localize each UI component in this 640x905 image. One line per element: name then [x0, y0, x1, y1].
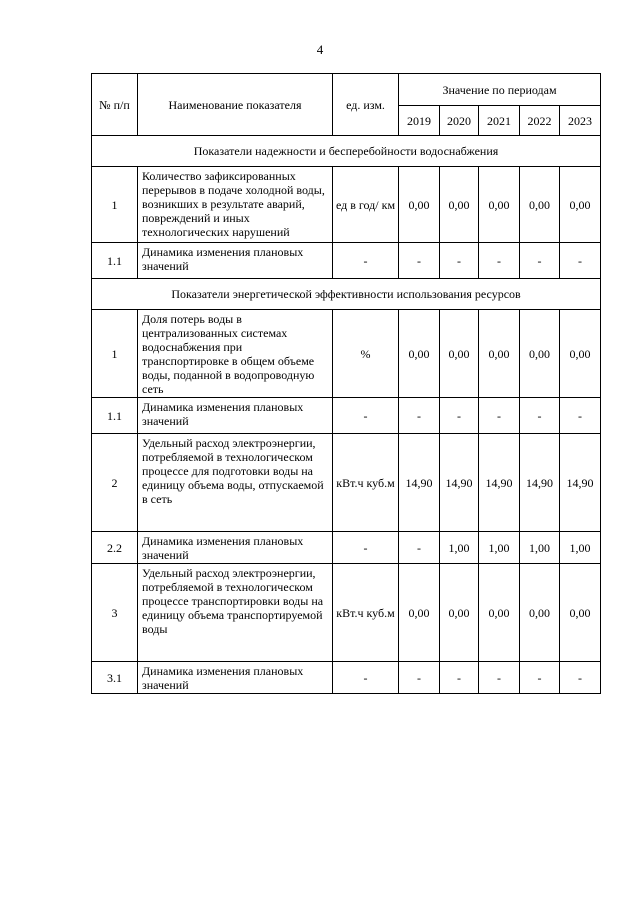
- period-value: 1,00: [479, 532, 520, 564]
- period-value: 0,00: [520, 167, 560, 243]
- row-number: 1.1: [92, 243, 138, 279]
- indicator-name: Динамика изменения плановых значений: [138, 243, 333, 279]
- row-number: 3.1: [92, 662, 138, 694]
- table-row: [92, 434, 601, 532]
- row-number: 2.2: [92, 532, 138, 564]
- table-row: [92, 398, 601, 434]
- period-value: -: [399, 398, 440, 434]
- period-value: 0,00: [440, 310, 479, 398]
- period-value: 0,00: [560, 167, 601, 243]
- period-value: 0,00: [440, 167, 479, 243]
- table-row: [92, 662, 601, 694]
- header-periods: Значение по периодам: [399, 74, 601, 106]
- header-year: 2021: [479, 106, 520, 136]
- period-value: 0,00: [520, 564, 560, 662]
- period-value: -: [440, 662, 479, 694]
- period-value: 14,90: [520, 434, 560, 532]
- row-number: 3: [92, 564, 138, 662]
- indicator-name: Динамика изменения плановых значений: [138, 662, 333, 694]
- unit: -: [333, 532, 399, 564]
- indicator-name: Удельный расход электроэнергии, потребляемой в технологическом процессе транспортировки воды на единицу объема транспортируемой воды: [138, 564, 333, 662]
- unit: -: [333, 398, 399, 434]
- period-value: 0,00: [479, 310, 520, 398]
- period-value: 1,00: [520, 532, 560, 564]
- period-value: 0,00: [399, 564, 440, 662]
- indicator-name: Динамика изменения плановых значений: [138, 398, 333, 434]
- header-year: 2022: [520, 106, 560, 136]
- indicator-name: Количество зафиксированных перерывов в подаче холодной воды, возникших в результате аварий, повреждений и иных технологических нарушений: [138, 167, 333, 243]
- period-value: 14,90: [399, 434, 440, 532]
- period-value: 14,90: [560, 434, 601, 532]
- section-title: Показатели надежности и бесперебойности водоснабжения: [92, 136, 601, 167]
- unit: -: [333, 243, 399, 279]
- period-value: -: [440, 398, 479, 434]
- unit: -: [333, 662, 399, 694]
- header-year: 2020: [440, 106, 479, 136]
- section-row: [92, 136, 601, 167]
- period-value: -: [440, 243, 479, 279]
- period-value: 0,00: [479, 167, 520, 243]
- table-row: [92, 564, 601, 662]
- page-number: 4: [316, 42, 324, 57]
- period-value: -: [479, 243, 520, 279]
- header-unit: ед. изм.: [333, 74, 399, 136]
- period-value: -: [399, 662, 440, 694]
- period-value: 1,00: [560, 532, 601, 564]
- period-value: 0,00: [440, 564, 479, 662]
- period-value: -: [520, 398, 560, 434]
- row-number: 2: [92, 434, 138, 532]
- period-value: 0,00: [399, 167, 440, 243]
- header-year: 2023: [560, 106, 601, 136]
- period-value: -: [560, 398, 601, 434]
- section-row: [92, 279, 601, 310]
- period-value: 0,00: [479, 564, 520, 662]
- row-number: 1: [92, 310, 138, 398]
- period-value: -: [399, 532, 440, 564]
- period-value: 0,00: [399, 310, 440, 398]
- table-row: [92, 310, 601, 398]
- unit: %: [333, 310, 399, 398]
- table-row: [92, 243, 601, 279]
- period-value: 0,00: [560, 564, 601, 662]
- indicator-name: Динамика изменения плановых значений: [138, 532, 333, 564]
- header-num: № п/п: [92, 74, 138, 136]
- row-number: 1.1: [92, 398, 138, 434]
- period-value: -: [560, 662, 601, 694]
- table-row: [92, 167, 601, 243]
- unit: кВт.ч куб.м: [333, 564, 399, 662]
- unit: кВт.ч куб.м: [333, 434, 399, 532]
- header-name: Наименование показателя: [138, 74, 333, 136]
- indicators-table: [91, 73, 601, 694]
- period-value: -: [560, 243, 601, 279]
- unit: ед в год/ км: [333, 167, 399, 243]
- row-number: 1: [92, 167, 138, 243]
- period-value: -: [520, 662, 560, 694]
- period-value: 14,90: [479, 434, 520, 532]
- indicator-name: Удельный расход электроэнергии, потребляемой в технологическом процессе для подготовки воды на единицу объема воды, отпускаемой в сеть: [138, 434, 333, 532]
- period-value: 0,00: [520, 310, 560, 398]
- indicator-name: Доля потерь воды в централизованных системах водоснабжения при транспортировке в общем объеме воды, поданной в водопроводную сеть: [138, 310, 333, 398]
- period-value: 1,00: [440, 532, 479, 564]
- section-title: Показатели энергетической эффективности использования ресурсов: [92, 279, 601, 310]
- period-value: -: [479, 398, 520, 434]
- period-value: -: [399, 243, 440, 279]
- period-value: -: [520, 243, 560, 279]
- header-year: 2019: [399, 106, 440, 136]
- period-value: 14,90: [440, 434, 479, 532]
- period-value: 0,00: [560, 310, 601, 398]
- period-value: -: [479, 662, 520, 694]
- table-row: [92, 532, 601, 564]
